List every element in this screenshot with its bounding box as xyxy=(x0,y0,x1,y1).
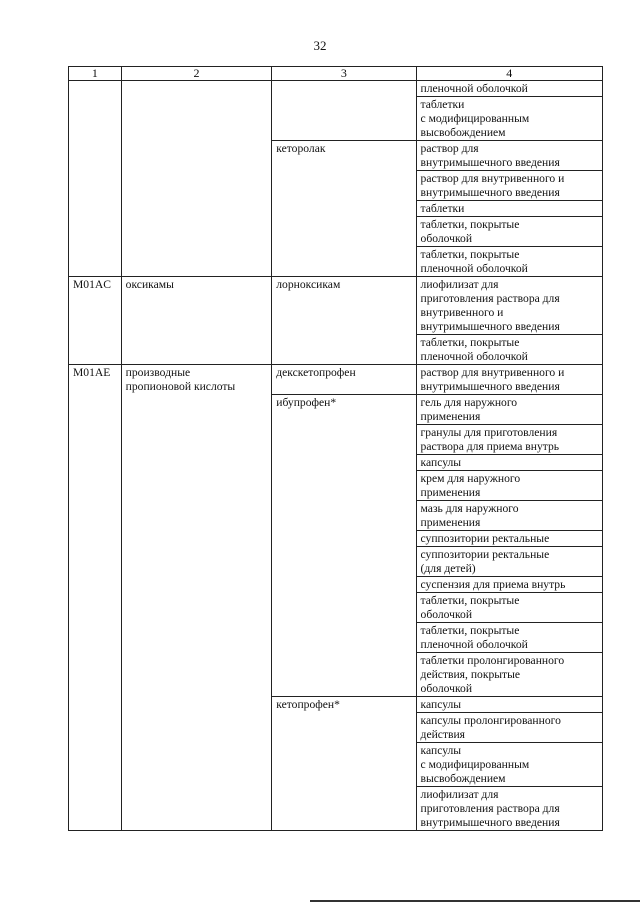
dosage-form-cell: лиофилизат для приготовления раствора для внутримышечного введения xyxy=(416,787,602,831)
dosage-form-cell: капсулы пролонгированного действия xyxy=(416,713,602,743)
header-row xyxy=(69,67,603,81)
dosage-form-cell: капсулы с модифицированным высвобождением xyxy=(416,743,602,787)
dosage-form-cell: таблетки, покрытые пленочной оболочкой xyxy=(416,623,602,653)
footer-rule xyxy=(310,900,640,902)
header-col-1: 1 xyxy=(69,67,122,81)
dosage-form-cell: таблетки, покрытые оболочкой xyxy=(416,217,602,247)
dosage-form-cell: лиофилизат для приготовления раствора для внутривенного и внутримышечного введения xyxy=(416,277,602,335)
dosage-form-cell: таблетки xyxy=(416,201,602,217)
dosage-form-cell: капсулы xyxy=(416,697,602,713)
dosage-form-cell: крем для наружного применения xyxy=(416,471,602,501)
drug-name-cell: кетопрофен* xyxy=(272,697,416,831)
dosage-form-cell: таблетки, покрытые пленочной оболочкой xyxy=(416,247,602,277)
header-col-2: 2 xyxy=(121,67,272,81)
drug-name-cell: лорноксикам xyxy=(272,277,416,365)
dosage-form-cell: капсулы xyxy=(416,455,602,471)
dosage-form-cell: таблетки, покрытые оболочкой xyxy=(416,593,602,623)
dosage-form-cell: таблетки пролонгированного действия, покрытые оболочкой xyxy=(416,653,602,697)
dosage-form-cell: гель для наружного применения xyxy=(416,395,602,425)
dosage-form-cell: мазь для наружного применения xyxy=(416,501,602,531)
header-col-4: 4 xyxy=(416,67,602,81)
atc-code-cell: M01AC xyxy=(69,277,122,365)
drug-name-cell: кеторолак xyxy=(272,141,416,277)
dosage-form-cell: суспензия для приема внутрь xyxy=(416,577,602,593)
dosage-form-cell: суппозитории ректальные xyxy=(416,531,602,547)
dosage-form-cell: таблетки с модифицированным высвобождением xyxy=(416,97,602,141)
drug-name-cell: декскетопрофен xyxy=(272,365,416,395)
dosage-form-cell: раствор для внутривенного и внутримышечного введения xyxy=(416,365,602,395)
atc-code-cell xyxy=(69,81,122,277)
dosage-form-cell: раствор для внутривенного и внутримышечного введения xyxy=(416,171,602,201)
dosage-form-cell: гранулы для приготовления раствора для приема внутрь xyxy=(416,425,602,455)
atc-code-cell: M01AE xyxy=(69,365,122,831)
dosage-form-cell: раствор для внутримышечного введения xyxy=(416,141,602,171)
table-row xyxy=(69,365,603,395)
table-row xyxy=(69,81,603,97)
group-name-cell xyxy=(121,81,272,277)
group-name-cell: производные пропионовой кислоты xyxy=(121,365,272,831)
drug-name-cell xyxy=(272,81,416,141)
page-number: 32 xyxy=(313,38,327,53)
dosage-form-cell: суппозитории ректальные (для детей) xyxy=(416,547,602,577)
table-row xyxy=(69,277,603,335)
drug-table xyxy=(68,66,603,831)
header-col-3: 3 xyxy=(272,67,416,81)
dosage-form-cell: пленочной оболочкой xyxy=(416,81,602,97)
group-name-cell: оксикамы xyxy=(121,277,272,365)
dosage-form-cell: таблетки, покрытые пленочной оболочкой xyxy=(416,335,602,365)
drug-name-cell: ибупрофен* xyxy=(272,395,416,697)
